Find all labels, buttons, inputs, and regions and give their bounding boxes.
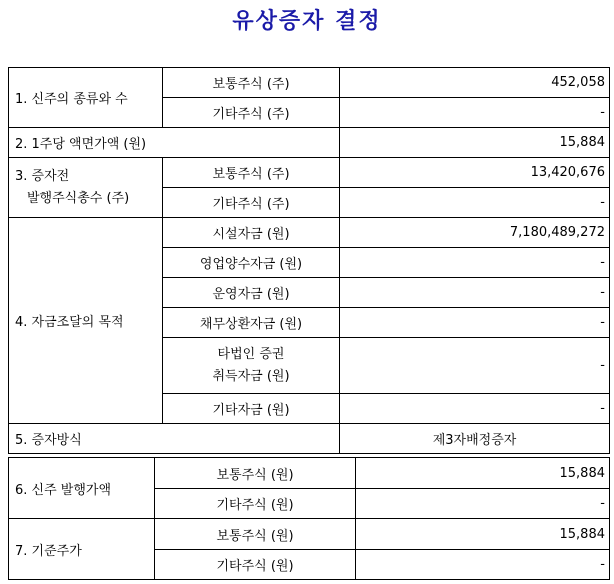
sub-label-common: 보통주식 (주) xyxy=(163,68,340,98)
value-cell: - xyxy=(340,308,610,338)
row-label-share-type: 1. 신주의 종류와 수 xyxy=(9,68,163,128)
value-cell: 452,058 xyxy=(340,68,610,98)
row-label-par-value: 2. 1주당 액면가액 (원) xyxy=(9,128,340,158)
sub-label: 영업양수자금 (원) xyxy=(163,248,340,278)
row-label-funding-purpose: 4. 자금조달의 목적 xyxy=(9,218,163,424)
disclosure-table-bottom xyxy=(8,457,610,580)
disclosure-table-top xyxy=(8,67,610,454)
sub-label-other: 기타주식 (주) xyxy=(163,188,340,218)
table-row xyxy=(9,424,610,454)
table-row xyxy=(9,128,610,158)
row-label-shares-outstanding xyxy=(9,158,163,218)
sub-label-other: 기타주식 (주) xyxy=(163,98,340,128)
sub-label: 시설자금 (원) xyxy=(163,218,340,248)
row-label-base-price: 7. 기준주가 xyxy=(9,519,155,580)
label-line: 취득자금 (원) xyxy=(212,368,290,384)
value-cell: - xyxy=(356,489,610,519)
sub-label-common: 보통주식 (원) xyxy=(155,519,356,550)
table-row xyxy=(9,458,610,489)
page-title: 유상증자 결정 xyxy=(232,8,382,34)
sub-label: 채무상환자금 (원) xyxy=(163,308,340,338)
label-line: 타법인 증권 xyxy=(217,346,285,362)
value-cell: 15,884 xyxy=(356,519,610,550)
sub-label: 기타자금 (원) xyxy=(163,394,340,424)
value-cell: - xyxy=(340,278,610,308)
label-line: 발행주식총수 (주) xyxy=(27,190,130,206)
sub-label: 운영자금 (원) xyxy=(163,278,340,308)
table-row xyxy=(9,68,610,98)
row-label-issue-price: 6. 신주 발행가액 xyxy=(9,458,155,519)
table-row xyxy=(9,158,610,188)
value-cell: - xyxy=(356,550,610,580)
value-cell: 제3자배정증자 xyxy=(340,424,610,454)
sub-label xyxy=(163,338,340,394)
value-cell: 13,420,676 xyxy=(340,158,610,188)
sub-label-other: 기타주식 (원) xyxy=(155,550,356,580)
table-row xyxy=(9,519,610,550)
value-cell: 15,884 xyxy=(356,458,610,489)
value-cell: - xyxy=(340,338,610,394)
label-line: 3. 증자전 xyxy=(15,168,70,184)
value-cell: 7,180,489,272 xyxy=(340,218,610,248)
value-cell: - xyxy=(340,188,610,218)
row-label-issue-method: 5. 증자방식 xyxy=(9,424,340,454)
value-cell: - xyxy=(340,248,610,278)
sub-label-common: 보통주식 (주) xyxy=(163,158,340,188)
value-cell: - xyxy=(340,98,610,128)
value-cell: - xyxy=(340,394,610,424)
sub-label-other: 기타주식 (원) xyxy=(155,489,356,519)
sub-label-common: 보통주식 (원) xyxy=(155,458,356,489)
table-row xyxy=(9,218,610,248)
value-cell: 15,884 xyxy=(340,128,610,158)
